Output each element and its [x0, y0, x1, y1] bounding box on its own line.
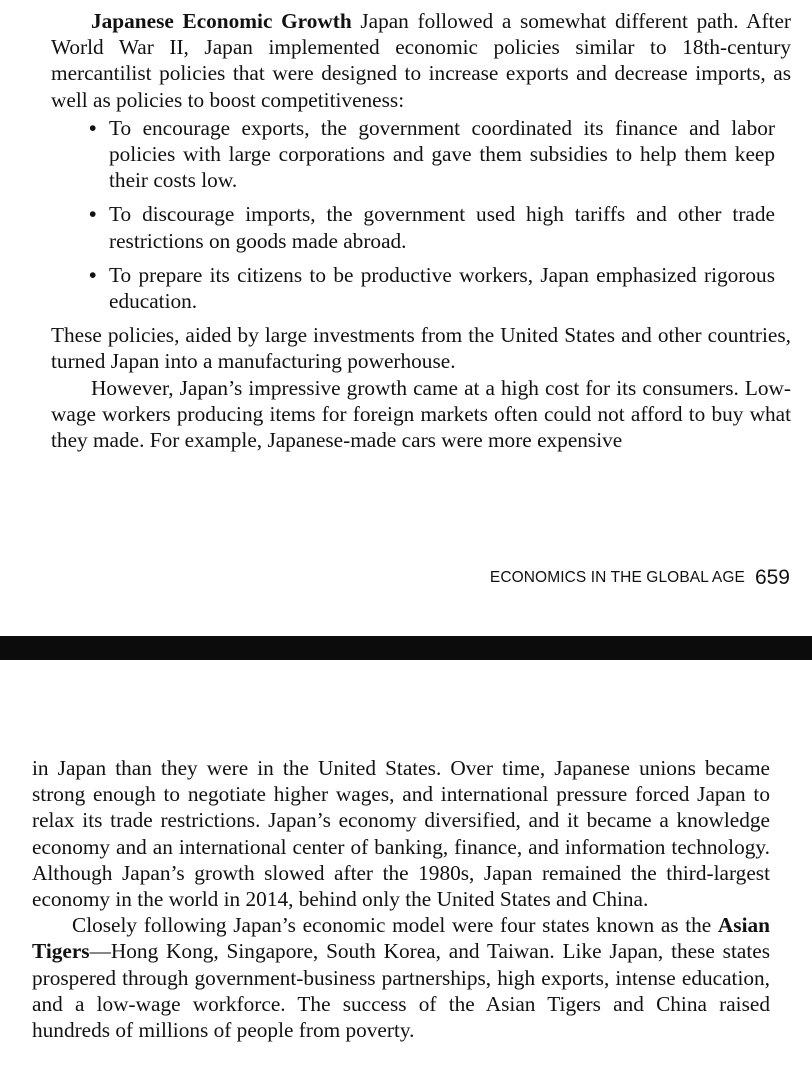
section-heading: Japanese Economic Growth: [91, 9, 352, 33]
continuation-paragraph: in Japan than they were in the United States. Over time, Japanese unions became strong enough to negotiate higher wages, and international pressure forced Japan to relax its trade restrictions. Japan’s economy diversified, and it became a knowledge economy and an international center of banking, finance, and information technology. Although Japan’s growth slowed after the 1980s, Japan remained the third-largest economy in the world in 2014, behind only the United States and China.: [32, 756, 770, 912]
page-660: [0, 660, 812, 1090]
bullet-item-education: [89, 262, 775, 314]
page-number: 659: [754, 566, 790, 589]
tigers-text-after: —Hong Kong, Singapore, South Korea, and Taiwan. Like Japan, these states prospered through government-business partnerships, high exports, intense education, and a low-wage workforce. The success of the Asian Tigers and China raised hundreds of millions of people from poverty.: [32, 939, 770, 1043]
policies-summary-paragraph: These policies, aided by large investments from the United States and other countries, turned Japan into a manufacturing powerhouse.: [51, 323, 791, 374]
bullet-icon: •: [89, 262, 97, 287]
running-footer-title: ECONOMICS IN THE GLOBAL AGE: [489, 569, 745, 586]
page-footer: [0, 566, 790, 590]
asian-tigers-term: Asian Tigers: [32, 913, 770, 964]
page-659-body: [51, 8, 791, 453]
bullet-item-exports: [89, 115, 775, 194]
intro-paragraph: [51, 8, 791, 113]
page-divider: [0, 636, 812, 660]
intro-text: Japan followed a somewhat different path. After World War II, Japan implemented economic policies similar to 18th-century mercantilist policies that were designed to increase exports and decrease imports, as well as policies to boost competitiveness:: [51, 9, 791, 112]
high-cost-paragraph: However, Japan’s impressive growth came at a high cost for its consumers. Low-wage workers producing items for foreign markets often could not afford to buy what they made. For example, Japanese-made cars were more expensive: [51, 375, 791, 453]
policy-bullet-list: [51, 115, 775, 314]
bullet-text: To encourage exports, the government coordinated its finance and labor policies with large corporations and gave them subsidies to help them keep their costs low.: [109, 115, 775, 193]
tigers-text-before: Closely following Japan’s economic model were four states known as the: [72, 913, 718, 938]
page-660-body: [32, 755, 770, 1043]
bullet-icon: •: [89, 202, 97, 227]
bullet-text: To discourage imports, the government used high tariffs and other trade restrictions on goods made abroad.: [109, 202, 775, 253]
asian-tigers-paragraph: [32, 912, 770, 1043]
bullet-item-imports: [89, 201, 775, 253]
bullet-icon: •: [89, 115, 97, 140]
bullet-text: To prepare its citizens to be productive workers, Japan emphasized rigorous education.: [109, 262, 775, 314]
